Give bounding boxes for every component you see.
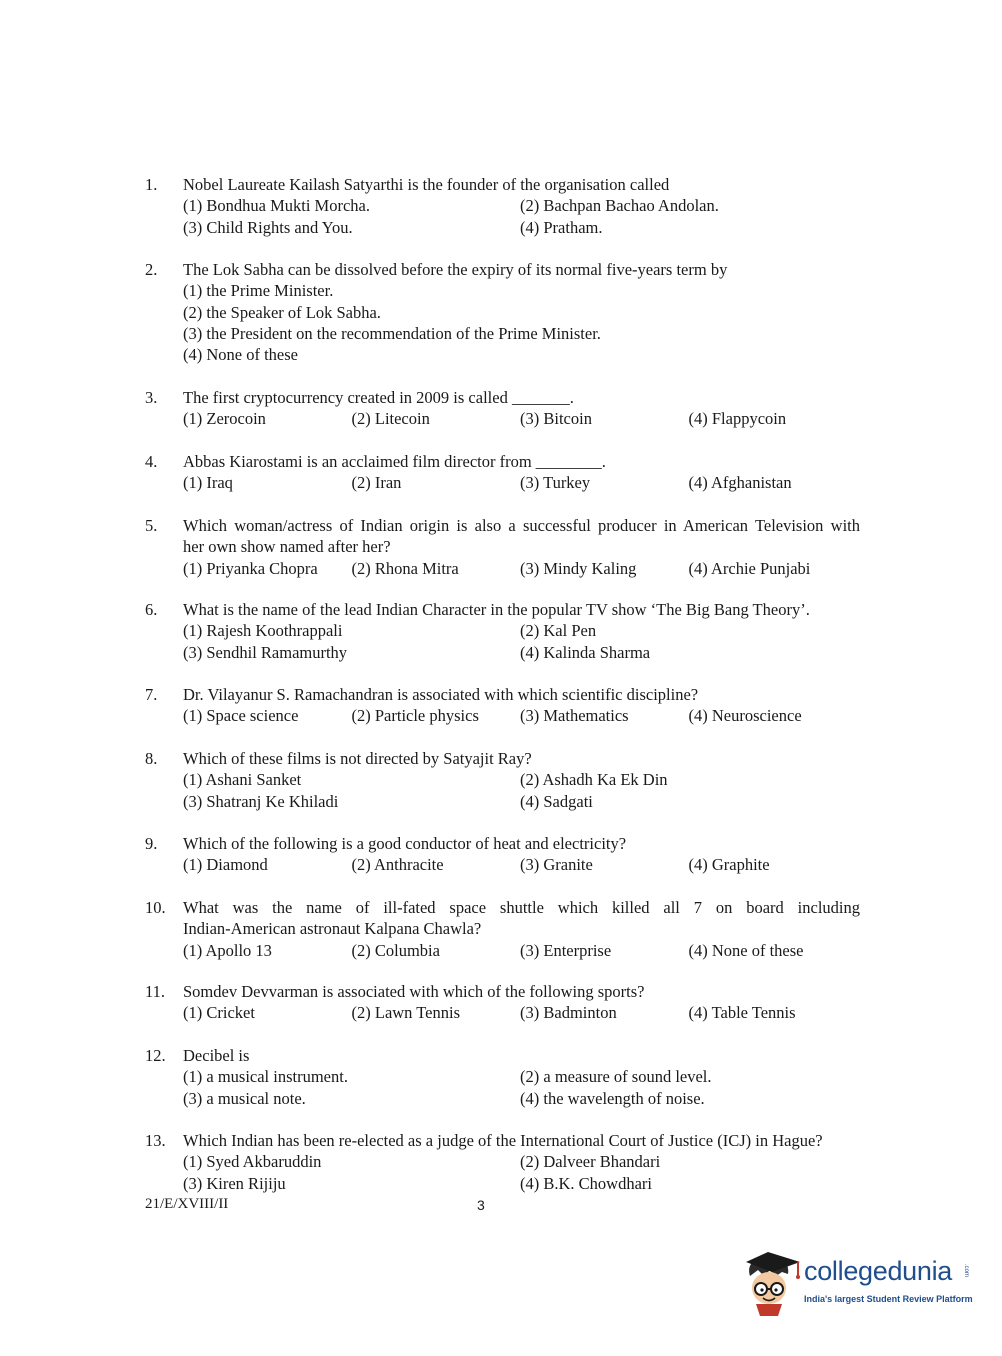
option-2: (2) Iran xyxy=(351,473,402,493)
question-stem: Which of the following is a good conductor of heat and electricity? xyxy=(183,834,627,853)
option-1: (1) Space science xyxy=(183,706,299,726)
option-1: (1) Syed Akbaruddin xyxy=(183,1152,322,1172)
option-2: (2) a measure of sound level. xyxy=(520,1067,712,1087)
question-6 xyxy=(145,599,860,663)
option-1: (1) Rajesh Koothrappali xyxy=(183,621,343,641)
question-stem-line-2: her own show named after her? xyxy=(183,537,391,557)
question-stem: Abbas Kiarostami is an acclaimed film director from ________. xyxy=(183,452,606,471)
option-1: (1) Iraq xyxy=(183,473,233,493)
option-3: (3) Bitcoin xyxy=(520,409,592,429)
question-7 xyxy=(145,684,860,727)
question-number: 3. xyxy=(145,388,158,407)
page-number: 3 xyxy=(477,1197,485,1213)
option-4: (4) B.K. Chowdhari xyxy=(520,1173,652,1193)
option-2: (2) Litecoin xyxy=(351,409,430,429)
option-1: (1) Bondhua Mukti Morcha. xyxy=(183,196,370,216)
question-3 xyxy=(145,387,860,430)
question-number: 10. xyxy=(145,898,166,917)
question-number: 1. xyxy=(145,175,158,194)
question-number: 8. xyxy=(145,749,158,768)
option-2: (2) Anthracite xyxy=(351,855,444,875)
option-4: (4) Kalinda Sharma xyxy=(520,642,651,662)
question-5 xyxy=(145,515,860,579)
option-2: (2) Kal Pen xyxy=(520,621,597,641)
question-stem-line-1: What was the name of ill-fated space shuttle which killed all 7 on board including xyxy=(183,898,860,917)
question-stem: Dr. Vilayanur S. Ramachandran is associated with which scientific discipline? xyxy=(183,685,699,704)
question-12 xyxy=(145,1045,860,1109)
option-2: (2) Lawn Tennis xyxy=(351,1003,461,1023)
option-2: (2) Bachpan Bachao Andolan. xyxy=(520,196,719,216)
option-2: (2) Particle physics xyxy=(351,706,479,726)
question-13 xyxy=(145,1130,865,1194)
question-number: 11. xyxy=(145,982,166,1001)
option-1: (1) a musical instrument. xyxy=(183,1067,348,1087)
option-4: (4) None of these xyxy=(688,940,804,960)
option-3: (3) Turkey xyxy=(520,473,591,493)
option-4: (4) Pratham. xyxy=(520,217,603,237)
graduate-mascot-icon xyxy=(742,1250,802,1318)
option-1: (1) the Prime Minister. xyxy=(183,281,334,301)
option-4: (4) None of these xyxy=(183,345,299,365)
question-2 xyxy=(145,259,860,365)
option-2: (2) Rhona Mitra xyxy=(351,558,459,578)
option-1: (1) Diamond xyxy=(183,855,268,875)
option-3: (3) Sendhil Ramamurthy xyxy=(183,642,348,662)
option-3: (3) Enterprise xyxy=(520,940,612,960)
question-number: 5. xyxy=(145,516,158,535)
option-4: (4) Afghanistan xyxy=(688,473,792,493)
question-stem: Which of these films is not directed by Satyajit Ray? xyxy=(183,749,532,768)
option-4: (4) Flappycoin xyxy=(688,409,787,429)
question-stem-line-2: Indian-American astronaut Kalpana Chawla? xyxy=(183,919,482,939)
question-number: 2. xyxy=(145,260,158,279)
question-number: 4. xyxy=(145,452,158,471)
paper-code: 21/E/XVIII/II xyxy=(145,1196,229,1212)
question-11 xyxy=(145,981,860,1024)
option-2: (2) Dalveer Bhandari xyxy=(520,1152,661,1172)
question-number: 7. xyxy=(145,685,158,704)
question-number: 13. xyxy=(145,1131,166,1150)
collegedunia-logo xyxy=(742,1250,972,1314)
question-stem: Decibel is xyxy=(183,1046,250,1065)
option-2: (2) Columbia xyxy=(351,940,440,960)
option-4: (4) Archie Punjabi xyxy=(688,558,811,578)
option-4: (4) the wavelength of noise. xyxy=(520,1088,705,1108)
question-stem: What is the name of the lead Indian Character in the popular TV show ‘The Big Bang Theory’. xyxy=(183,600,810,619)
option-3: (3) the President on the recommendation of the Prime Minister. xyxy=(183,323,601,343)
option-3: (3) Mathematics xyxy=(520,706,629,726)
question-number: 9. xyxy=(145,834,158,853)
brand-tagline: India's largest Student Review Platform xyxy=(804,1294,973,1304)
brand-name: collegedunia xyxy=(804,1256,953,1286)
question-stem: The Lok Sabha can be dissolved before the expiry of its normal five-years term by xyxy=(183,260,728,279)
question-number: 12. xyxy=(145,1046,166,1065)
question-stem: The first cryptocurrency created in 2009 is called _______. xyxy=(183,388,574,407)
option-2: (2) Ashadh Ka Ek Din xyxy=(520,770,668,790)
question-10 xyxy=(145,897,860,961)
option-1: (1) Ashani Sanket xyxy=(183,770,302,790)
option-3: (3) Badminton xyxy=(520,1003,617,1023)
option-3: (3) Child Rights and You. xyxy=(183,217,353,237)
question-stem: Somdev Devvarman is associated with which of the following sports? xyxy=(183,982,645,1001)
question-4 xyxy=(145,451,860,494)
question-stem: Which Indian has been re-elected as a judge of the International Court of Justice (ICJ) in Hague? xyxy=(183,1131,823,1150)
question-9 xyxy=(145,833,860,876)
option-1: (1) Apollo 13 xyxy=(183,940,272,960)
brand-suffix: .com xyxy=(963,1264,969,1278)
option-2: (2) the Speaker of Lok Sabha. xyxy=(183,302,381,322)
question-stem-line-1: Which woman/actress of Indian origin is also a successful producer in American Television with xyxy=(183,516,860,535)
option-3: (3) Mindy Kaling xyxy=(520,558,637,578)
option-4: (4) Sadgati xyxy=(520,791,593,811)
option-4: (4) Graphite xyxy=(688,855,770,875)
option-1: (1) Zerocoin xyxy=(183,409,266,429)
option-3: (3) Kiren Rijiju xyxy=(183,1173,286,1193)
option-4: (4) Neuroscience xyxy=(688,706,802,726)
option-3: (3) Shatranj Ke Khiladi xyxy=(183,791,339,811)
option-3: (3) Granite xyxy=(520,855,593,875)
option-3: (3) a musical note. xyxy=(183,1088,306,1108)
option-1: (1) Priyanka Chopra xyxy=(183,558,318,578)
question-1 xyxy=(145,174,860,238)
option-1: (1) Cricket xyxy=(183,1003,255,1023)
question-8 xyxy=(145,748,860,812)
question-stem: Nobel Laureate Kailash Satyarthi is the founder of the organisation called xyxy=(183,175,670,194)
option-4: (4) Table Tennis xyxy=(688,1003,796,1023)
question-number: 6. xyxy=(145,600,158,619)
